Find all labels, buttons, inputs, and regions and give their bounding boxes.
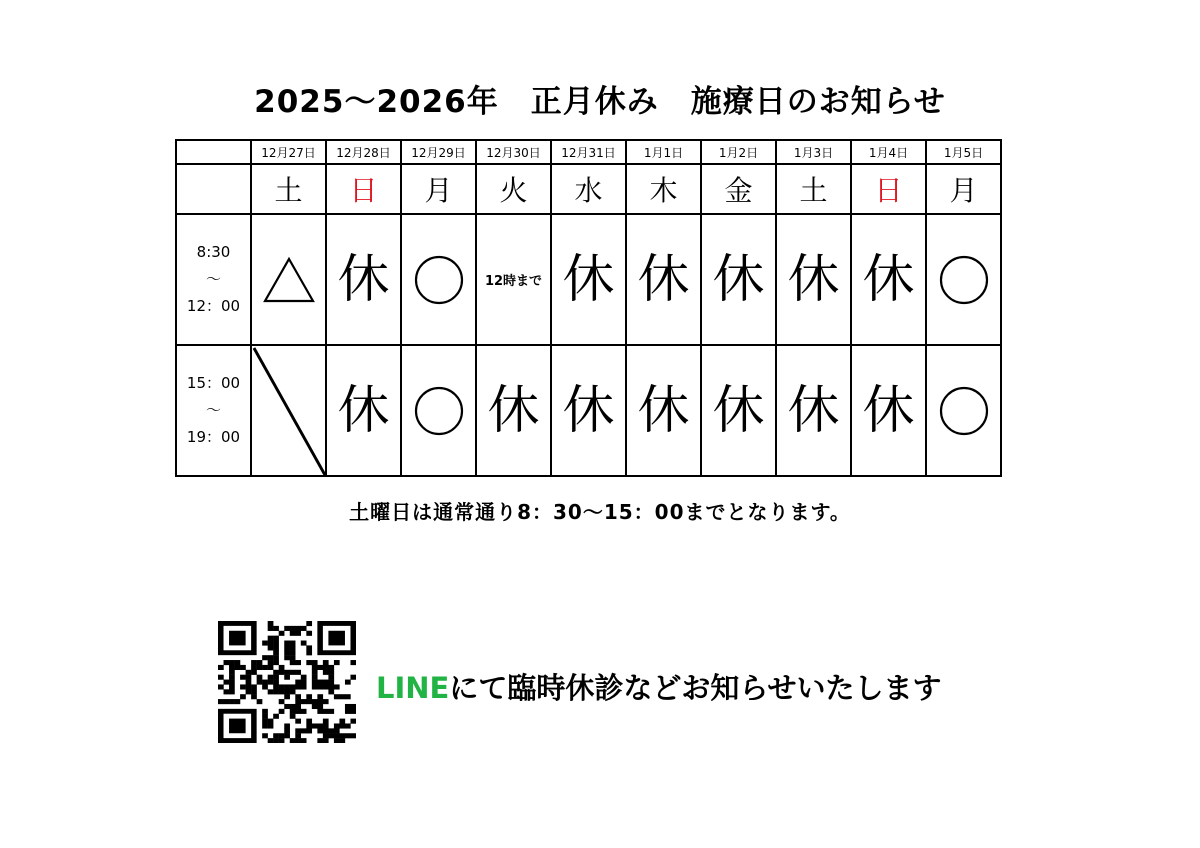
circle-mark-cell <box>926 345 1001 476</box>
time-start: 15：00 <box>186 374 241 392</box>
time-end: 12：00 <box>186 297 241 315</box>
time-start: 8:30 <box>196 243 231 261</box>
closed-cell: 休 <box>476 345 551 476</box>
closed-cell: 休 <box>626 214 701 345</box>
hours-note-cell: 12時まで <box>476 214 551 345</box>
closed-cell: 休 <box>776 214 851 345</box>
circle-mark-cell <box>401 214 476 345</box>
weekday-cell: 月 <box>401 164 476 214</box>
closed-cell: 休 <box>326 345 401 476</box>
diagonal-line-icon <box>252 346 325 475</box>
circle-icon <box>938 254 990 306</box>
weekday-cell: 日 <box>326 164 401 214</box>
circle-icon <box>413 254 465 306</box>
weekday-cell: 月 <box>926 164 1001 214</box>
circle-mark-cell <box>926 214 1001 345</box>
time-separator: ～ <box>205 270 221 288</box>
line-qr-code[interactable] <box>218 621 356 743</box>
weekday-row <box>176 164 1001 214</box>
line-notice <box>376 666 942 707</box>
closed-cell: 休 <box>551 345 626 476</box>
date-cell: 1月1日 <box>626 140 701 164</box>
circle-icon <box>413 385 465 437</box>
date-cell: 1月2日 <box>701 140 776 164</box>
weekday-cell: 水 <box>551 164 626 214</box>
date-cell: 12月31日 <box>551 140 626 164</box>
afternoon-row <box>176 345 1001 476</box>
closed-cell: 休 <box>851 345 926 476</box>
date-cell: 1月4日 <box>851 140 926 164</box>
circle-mark-cell <box>401 345 476 476</box>
date-cell: 12月28日 <box>326 140 401 164</box>
weekday-cell: 日 <box>851 164 926 214</box>
line-notice-text: にて臨時休診などお知らせいたします <box>449 671 942 705</box>
weekday-cell: 土 <box>251 164 326 214</box>
weekday-cell: 木 <box>626 164 701 214</box>
afternoon-time-cell <box>176 345 251 476</box>
morning-row <box>176 214 1001 345</box>
weekday-cell: 土 <box>776 164 851 214</box>
circle-icon <box>938 385 990 437</box>
closed-cell: 休 <box>851 214 926 345</box>
closed-cell: 休 <box>701 214 776 345</box>
date-cell: 12月27日 <box>251 140 326 164</box>
triangle-mark-cell <box>251 214 326 345</box>
date-cell: 1月5日 <box>926 140 1001 164</box>
date-cell: 12月29日 <box>401 140 476 164</box>
morning-time-cell <box>176 214 251 345</box>
date-cell: 12月30日 <box>476 140 551 164</box>
closed-cell: 休 <box>626 345 701 476</box>
closed-cell: 休 <box>776 345 851 476</box>
weekday-cell: 火 <box>476 164 551 214</box>
schedule-table <box>175 139 1002 477</box>
time-end: 19：00 <box>186 428 241 446</box>
date-row <box>176 140 1001 164</box>
closed-cell: 休 <box>551 214 626 345</box>
line-brand: LINE <box>376 671 450 705</box>
triangle-icon <box>262 256 316 304</box>
corner-cell <box>176 140 251 164</box>
page-title: 2025～2026年 正月休み 施療日のお知らせ <box>254 84 946 120</box>
diagonal-slash-cell <box>251 345 326 476</box>
saturday-hours-note: 土曜日は通常通り8：30～15：00までとなります。 <box>349 500 851 524</box>
weekday-cell: 金 <box>701 164 776 214</box>
closed-cell: 休 <box>326 214 401 345</box>
time-separator: ～ <box>205 401 221 419</box>
date-cell: 1月3日 <box>776 140 851 164</box>
corner-cell <box>176 164 251 214</box>
closed-cell: 休 <box>701 345 776 476</box>
